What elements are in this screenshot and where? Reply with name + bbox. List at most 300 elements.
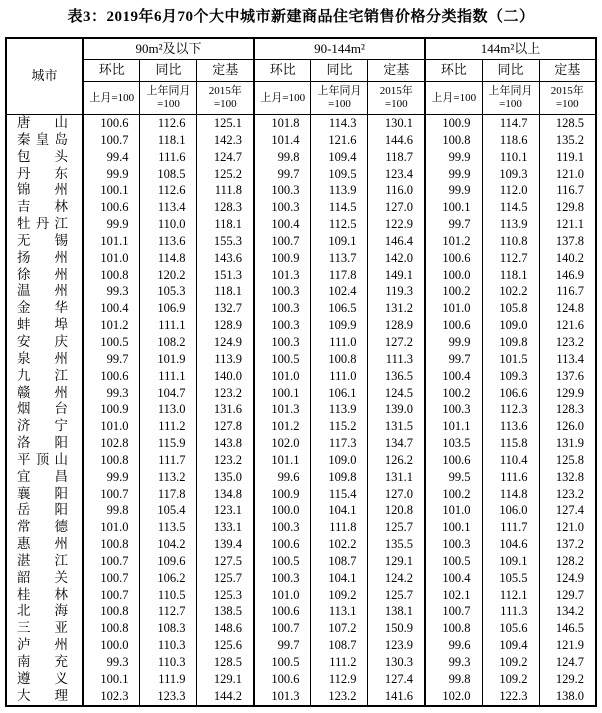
value-cell: 112.5 bbox=[311, 216, 368, 233]
value-cell: 124.7 bbox=[197, 149, 254, 166]
city-name: 温州 bbox=[16, 283, 68, 299]
value-cell: 123.9 bbox=[368, 637, 425, 654]
city-name: 秦皇岛 bbox=[16, 131, 68, 147]
value-cell: 100.1 bbox=[83, 671, 140, 688]
value-cell: 118.1 bbox=[197, 216, 254, 233]
value-cell: 113.7 bbox=[311, 250, 368, 267]
value-cell: 102.8 bbox=[83, 435, 140, 452]
value-cell: 121.6 bbox=[311, 132, 368, 149]
value-cell: 100.3 bbox=[254, 182, 311, 199]
table-row bbox=[6, 469, 596, 486]
value-cell: 100.8 bbox=[83, 267, 140, 284]
value-cell: 111.6 bbox=[140, 149, 197, 166]
city-name: 湛江 bbox=[16, 552, 68, 568]
group-header-90-below: 90m²及以下 bbox=[83, 38, 254, 60]
value-cell: 111.2 bbox=[311, 654, 368, 671]
value-cell: 111.6 bbox=[482, 469, 539, 486]
value-cell: 113.1 bbox=[311, 603, 368, 620]
value-cell: 118.6 bbox=[482, 132, 539, 149]
table-row bbox=[6, 654, 596, 671]
column-header-city: 城市 bbox=[6, 38, 83, 115]
value-cell: 131.2 bbox=[368, 300, 425, 317]
value-cell: 99.4 bbox=[83, 149, 140, 166]
value-cell: 110.0 bbox=[140, 216, 197, 233]
metric-header-mom: 环比 bbox=[83, 60, 140, 82]
value-cell: 102.3 bbox=[83, 688, 140, 706]
value-cell: 110.3 bbox=[140, 654, 197, 671]
value-cell: 125.2 bbox=[197, 166, 254, 183]
table-row bbox=[6, 385, 596, 402]
table-row bbox=[6, 283, 596, 300]
value-cell: 133.1 bbox=[197, 519, 254, 536]
value-cell: 119.3 bbox=[368, 283, 425, 300]
value-cell: 100.7 bbox=[254, 233, 311, 250]
value-cell: 138.1 bbox=[368, 603, 425, 620]
metric-header-base: 定基 bbox=[368, 60, 425, 82]
value-cell: 114.3 bbox=[311, 115, 368, 132]
value-cell: 151.3 bbox=[197, 267, 254, 284]
value-cell: 101.0 bbox=[83, 250, 140, 267]
value-cell: 127.2 bbox=[368, 334, 425, 351]
group-header-144-above: 144m²以上 bbox=[425, 38, 596, 60]
value-cell: 100.1 bbox=[425, 199, 482, 216]
table-row bbox=[6, 536, 596, 553]
value-cell: 110.4 bbox=[482, 452, 539, 469]
value-cell: 109.3 bbox=[482, 368, 539, 385]
value-cell: 102.1 bbox=[425, 587, 482, 604]
value-cell: 100.3 bbox=[254, 519, 311, 536]
value-cell: 99.3 bbox=[83, 654, 140, 671]
value-cell: 123.2 bbox=[539, 486, 596, 503]
city-name: 平顶山 bbox=[16, 451, 68, 467]
table-row bbox=[6, 620, 596, 637]
city-name: 包头 bbox=[16, 148, 68, 164]
value-cell: 129.7 bbox=[539, 587, 596, 604]
value-cell: 112.9 bbox=[311, 671, 368, 688]
value-cell: 99.9 bbox=[425, 182, 482, 199]
value-cell: 111.8 bbox=[197, 182, 254, 199]
value-cell: 146.4 bbox=[368, 233, 425, 250]
value-cell: 112.7 bbox=[482, 250, 539, 267]
city-name: 烟台 bbox=[16, 401, 68, 417]
value-cell: 100.6 bbox=[425, 317, 482, 334]
value-cell: 124.8 bbox=[539, 300, 596, 317]
value-cell: 120.8 bbox=[368, 502, 425, 519]
value-cell: 101.5 bbox=[482, 351, 539, 368]
value-cell: 118.1 bbox=[197, 283, 254, 300]
value-cell: 125.8 bbox=[539, 452, 596, 469]
value-cell: 99.5 bbox=[425, 469, 482, 486]
value-cell: 105.4 bbox=[140, 502, 197, 519]
value-cell: 106.0 bbox=[482, 502, 539, 519]
table-row bbox=[6, 486, 596, 503]
value-cell: 125.7 bbox=[368, 519, 425, 536]
value-cell: 128.9 bbox=[368, 317, 425, 334]
value-cell: 108.5 bbox=[140, 166, 197, 183]
value-cell: 99.7 bbox=[254, 637, 311, 654]
value-cell: 100.6 bbox=[83, 115, 140, 132]
value-cell: 109.2 bbox=[311, 587, 368, 604]
value-cell: 116.7 bbox=[539, 283, 596, 300]
value-cell: 130.3 bbox=[368, 654, 425, 671]
value-cell: 126.0 bbox=[539, 418, 596, 435]
city-name: 泉州 bbox=[16, 350, 68, 366]
value-cell: 115.4 bbox=[311, 486, 368, 503]
value-cell: 110.8 bbox=[482, 233, 539, 250]
table-row bbox=[6, 300, 596, 317]
value-cell: 127.4 bbox=[539, 502, 596, 519]
value-cell: 128.9 bbox=[197, 317, 254, 334]
value-cell: 100.1 bbox=[425, 519, 482, 536]
value-cell: 109.4 bbox=[311, 149, 368, 166]
table-row bbox=[6, 149, 596, 166]
value-cell: 105.3 bbox=[140, 283, 197, 300]
table-row bbox=[6, 351, 596, 368]
value-cell: 123.2 bbox=[539, 334, 596, 351]
value-cell: 100.6 bbox=[254, 671, 311, 688]
value-cell: 100.0 bbox=[254, 502, 311, 519]
value-cell: 113.5 bbox=[140, 519, 197, 536]
value-cell: 100.4 bbox=[425, 368, 482, 385]
value-cell: 128.3 bbox=[197, 199, 254, 216]
value-cell: 99.7 bbox=[83, 351, 140, 368]
value-cell: 100.2 bbox=[425, 283, 482, 300]
value-cell: 115.2 bbox=[311, 418, 368, 435]
value-cell: 113.6 bbox=[140, 233, 197, 250]
value-cell: 106.9 bbox=[140, 300, 197, 317]
city-name: 无锡 bbox=[16, 232, 68, 248]
table-row bbox=[6, 671, 596, 688]
city-name: 济宁 bbox=[16, 418, 68, 434]
value-cell: 100.8 bbox=[425, 132, 482, 149]
table-row bbox=[6, 587, 596, 604]
city-name: 吉林 bbox=[16, 199, 68, 215]
value-cell: 131.5 bbox=[368, 418, 425, 435]
value-cell: 109.1 bbox=[482, 553, 539, 570]
table-row bbox=[6, 250, 596, 267]
value-cell: 100.5 bbox=[83, 334, 140, 351]
value-cell: 136.5 bbox=[368, 368, 425, 385]
value-cell: 114.8 bbox=[140, 250, 197, 267]
city-name: 安庆 bbox=[16, 333, 68, 349]
value-cell: 109.8 bbox=[311, 469, 368, 486]
value-cell: 128.3 bbox=[539, 401, 596, 418]
value-cell: 100.9 bbox=[425, 115, 482, 132]
metric-header-mom: 环比 bbox=[425, 60, 482, 82]
value-cell: 121.0 bbox=[539, 519, 596, 536]
value-cell: 137.2 bbox=[539, 536, 596, 553]
value-cell: 134.2 bbox=[539, 603, 596, 620]
value-cell: 113.4 bbox=[140, 199, 197, 216]
value-cell: 129.1 bbox=[197, 671, 254, 688]
value-cell: 139.4 bbox=[197, 536, 254, 553]
value-cell: 101.1 bbox=[254, 452, 311, 469]
value-cell: 140.0 bbox=[197, 368, 254, 385]
value-cell: 100.2 bbox=[425, 486, 482, 503]
value-cell: 127.0 bbox=[368, 199, 425, 216]
table-row bbox=[6, 132, 596, 149]
value-cell: 107.2 bbox=[311, 620, 368, 637]
table-row bbox=[6, 502, 596, 519]
value-cell: 99.7 bbox=[425, 216, 482, 233]
value-cell: 100.8 bbox=[83, 536, 140, 553]
metric-header-yoy: 同比 bbox=[482, 60, 539, 82]
value-cell: 101.8 bbox=[254, 115, 311, 132]
value-cell: 114.7 bbox=[482, 115, 539, 132]
value-cell: 113.9 bbox=[197, 351, 254, 368]
value-cell: 111.3 bbox=[368, 351, 425, 368]
value-cell: 101.0 bbox=[425, 502, 482, 519]
value-cell: 134.8 bbox=[197, 486, 254, 503]
city-name: 丹东 bbox=[16, 165, 68, 181]
value-cell: 100.0 bbox=[83, 637, 140, 654]
value-cell: 131.1 bbox=[368, 469, 425, 486]
group-header-90-144: 90-144m² bbox=[254, 38, 425, 60]
value-cell: 144.6 bbox=[368, 132, 425, 149]
value-cell: 109.1 bbox=[311, 233, 368, 250]
value-cell: 103.5 bbox=[425, 435, 482, 452]
value-cell: 115.9 bbox=[140, 435, 197, 452]
table-row bbox=[6, 519, 596, 536]
value-cell: 140.2 bbox=[539, 250, 596, 267]
value-cell: 141.6 bbox=[368, 688, 425, 706]
value-cell: 101.2 bbox=[83, 317, 140, 334]
value-cell: 111.0 bbox=[311, 334, 368, 351]
table-row bbox=[6, 452, 596, 469]
value-cell: 117.8 bbox=[140, 486, 197, 503]
value-cell: 100.1 bbox=[83, 182, 140, 199]
value-cell: 127.5 bbox=[197, 553, 254, 570]
value-cell: 100.7 bbox=[83, 132, 140, 149]
value-cell: 101.4 bbox=[254, 132, 311, 149]
city-name: 常德 bbox=[16, 519, 68, 535]
value-cell: 100.8 bbox=[83, 620, 140, 637]
value-cell: 99.9 bbox=[425, 334, 482, 351]
table-row bbox=[6, 637, 596, 654]
city-name: 惠州 bbox=[16, 536, 68, 552]
table-row bbox=[6, 553, 596, 570]
value-cell: 100.3 bbox=[254, 570, 311, 587]
value-cell: 128.5 bbox=[197, 654, 254, 671]
value-cell: 100.3 bbox=[254, 334, 311, 351]
value-cell: 150.9 bbox=[368, 620, 425, 637]
value-cell: 129.2 bbox=[539, 671, 596, 688]
value-cell: 114.5 bbox=[482, 199, 539, 216]
value-cell: 120.2 bbox=[140, 267, 197, 284]
value-cell: 104.2 bbox=[140, 536, 197, 553]
value-cell: 110.3 bbox=[140, 637, 197, 654]
value-cell: 128.5 bbox=[539, 115, 596, 132]
value-cell: 101.9 bbox=[140, 351, 197, 368]
value-cell: 100.5 bbox=[254, 654, 311, 671]
table-row bbox=[6, 435, 596, 452]
value-cell: 132.8 bbox=[539, 469, 596, 486]
value-cell: 127.4 bbox=[368, 671, 425, 688]
value-cell: 100.3 bbox=[425, 401, 482, 418]
value-cell: 100.5 bbox=[254, 553, 311, 570]
value-cell: 101.1 bbox=[83, 233, 140, 250]
table-row bbox=[6, 216, 596, 233]
value-cell: 101.3 bbox=[254, 267, 311, 284]
value-cell: 99.9 bbox=[425, 149, 482, 166]
value-cell: 113.6 bbox=[482, 418, 539, 435]
city-name: 北海 bbox=[16, 603, 68, 619]
base-header-prev-year: 上年同月=100 bbox=[311, 82, 368, 115]
value-cell: 112.7 bbox=[140, 603, 197, 620]
value-cell: 130.1 bbox=[368, 115, 425, 132]
value-cell: 113.2 bbox=[140, 469, 197, 486]
value-cell: 100.9 bbox=[254, 486, 311, 503]
value-cell: 99.8 bbox=[83, 502, 140, 519]
value-cell: 100.5 bbox=[254, 351, 311, 368]
value-cell: 111.7 bbox=[482, 519, 539, 536]
value-cell: 100.6 bbox=[254, 536, 311, 553]
value-cell: 110.5 bbox=[140, 587, 197, 604]
value-cell: 125.7 bbox=[197, 570, 254, 587]
value-cell: 131.6 bbox=[197, 401, 254, 418]
value-cell: 100.3 bbox=[254, 199, 311, 216]
value-cell: 142.0 bbox=[368, 250, 425, 267]
value-cell: 124.2 bbox=[368, 570, 425, 587]
metric-header-yoy: 同比 bbox=[311, 60, 368, 82]
table-row bbox=[6, 688, 596, 706]
value-cell: 101.2 bbox=[425, 233, 482, 250]
value-cell: 123.3 bbox=[140, 688, 197, 706]
base-header-prev-month: 上月=100 bbox=[83, 82, 140, 115]
value-cell: 100.7 bbox=[83, 587, 140, 604]
value-cell: 99.6 bbox=[254, 469, 311, 486]
value-cell: 109.6 bbox=[140, 553, 197, 570]
value-cell: 125.1 bbox=[197, 115, 254, 132]
value-cell: 99.9 bbox=[83, 216, 140, 233]
value-cell: 124.9 bbox=[197, 334, 254, 351]
city-name: 蚌埠 bbox=[16, 317, 68, 333]
base-header-prev-year: 上年同月=100 bbox=[140, 82, 197, 115]
value-cell: 127.8 bbox=[197, 418, 254, 435]
value-cell: 102.0 bbox=[425, 688, 482, 706]
value-cell: 113.4 bbox=[539, 351, 596, 368]
value-cell: 155.3 bbox=[197, 233, 254, 250]
value-cell: 126.2 bbox=[368, 452, 425, 469]
city-name: 宜昌 bbox=[16, 468, 68, 484]
value-cell: 105.5 bbox=[482, 570, 539, 587]
table-row bbox=[6, 233, 596, 250]
value-cell: 134.7 bbox=[368, 435, 425, 452]
value-cell: 104.1 bbox=[311, 502, 368, 519]
value-cell: 137.6 bbox=[539, 368, 596, 385]
value-cell: 116.0 bbox=[368, 182, 425, 199]
value-cell: 125.7 bbox=[368, 587, 425, 604]
city-name: 九江 bbox=[16, 367, 68, 383]
value-cell: 118.7 bbox=[368, 149, 425, 166]
table-row bbox=[6, 317, 596, 334]
value-cell: 124.5 bbox=[368, 385, 425, 402]
value-cell: 100.3 bbox=[254, 283, 311, 300]
value-cell: 106.1 bbox=[311, 385, 368, 402]
value-cell: 100.0 bbox=[425, 267, 482, 284]
value-cell: 116.7 bbox=[539, 182, 596, 199]
value-cell: 99.3 bbox=[425, 654, 482, 671]
city-name: 韶关 bbox=[16, 569, 68, 585]
value-cell: 143.8 bbox=[197, 435, 254, 452]
value-cell: 112.6 bbox=[140, 115, 197, 132]
value-cell: 100.5 bbox=[425, 553, 482, 570]
value-cell: 111.3 bbox=[482, 603, 539, 620]
value-cell: 102.4 bbox=[311, 283, 368, 300]
value-cell: 108.3 bbox=[140, 620, 197, 637]
value-cell: 131.9 bbox=[539, 435, 596, 452]
base-header-2015: 2015年=100 bbox=[368, 82, 425, 115]
value-cell: 111.7 bbox=[140, 452, 197, 469]
city-name: 唐山 bbox=[16, 115, 68, 130]
value-cell: 109.2 bbox=[482, 654, 539, 671]
value-cell: 143.6 bbox=[197, 250, 254, 267]
value-cell: 100.4 bbox=[254, 216, 311, 233]
base-header-prev-year: 上年同月=100 bbox=[482, 82, 539, 115]
value-cell: 99.8 bbox=[425, 671, 482, 688]
value-cell: 132.7 bbox=[197, 300, 254, 317]
value-cell: 106.6 bbox=[482, 385, 539, 402]
value-cell: 109.3 bbox=[482, 166, 539, 183]
table-row bbox=[6, 401, 596, 418]
value-cell: 121.6 bbox=[539, 317, 596, 334]
value-cell: 113.0 bbox=[140, 401, 197, 418]
value-cell: 100.7 bbox=[83, 553, 140, 570]
value-cell: 101.0 bbox=[254, 587, 311, 604]
base-header-2015: 2015年=100 bbox=[539, 82, 596, 115]
value-cell: 124.7 bbox=[539, 654, 596, 671]
value-cell: 102.0 bbox=[254, 435, 311, 452]
value-cell: 100.6 bbox=[83, 199, 140, 216]
value-cell: 109.2 bbox=[482, 671, 539, 688]
table-body bbox=[6, 115, 596, 706]
value-cell: 100.9 bbox=[83, 401, 140, 418]
value-cell: 111.1 bbox=[140, 317, 197, 334]
value-cell: 123.2 bbox=[197, 385, 254, 402]
base-header-prev-month: 上月=100 bbox=[254, 82, 311, 115]
value-cell: 100.6 bbox=[254, 603, 311, 620]
value-cell: 123.4 bbox=[368, 166, 425, 183]
value-cell: 100.3 bbox=[425, 536, 482, 553]
value-cell: 127.0 bbox=[368, 486, 425, 503]
value-cell: 114.5 bbox=[311, 199, 368, 216]
value-cell: 102.2 bbox=[311, 536, 368, 553]
value-cell: 123.2 bbox=[311, 688, 368, 706]
value-cell: 101.3 bbox=[254, 688, 311, 706]
value-cell: 104.6 bbox=[482, 536, 539, 553]
value-cell: 99.3 bbox=[83, 385, 140, 402]
value-cell: 108.2 bbox=[140, 334, 197, 351]
value-cell: 102.2 bbox=[482, 283, 539, 300]
value-cell: 129.9 bbox=[539, 385, 596, 402]
value-cell: 101.1 bbox=[425, 418, 482, 435]
value-cell: 99.3 bbox=[83, 283, 140, 300]
value-cell: 100.3 bbox=[254, 317, 311, 334]
value-cell: 104.1 bbox=[311, 570, 368, 587]
value-cell: 124.9 bbox=[539, 570, 596, 587]
table-row bbox=[6, 199, 596, 216]
value-cell: 139.0 bbox=[368, 401, 425, 418]
city-name: 大理 bbox=[16, 687, 68, 703]
table-header bbox=[6, 38, 596, 115]
value-cell: 109.5 bbox=[311, 166, 368, 183]
value-cell: 101.3 bbox=[254, 401, 311, 418]
table-row bbox=[6, 368, 596, 385]
value-cell: 112.0 bbox=[482, 182, 539, 199]
value-cell: 113.9 bbox=[311, 182, 368, 199]
table-row bbox=[6, 115, 596, 132]
table-row bbox=[6, 182, 596, 199]
